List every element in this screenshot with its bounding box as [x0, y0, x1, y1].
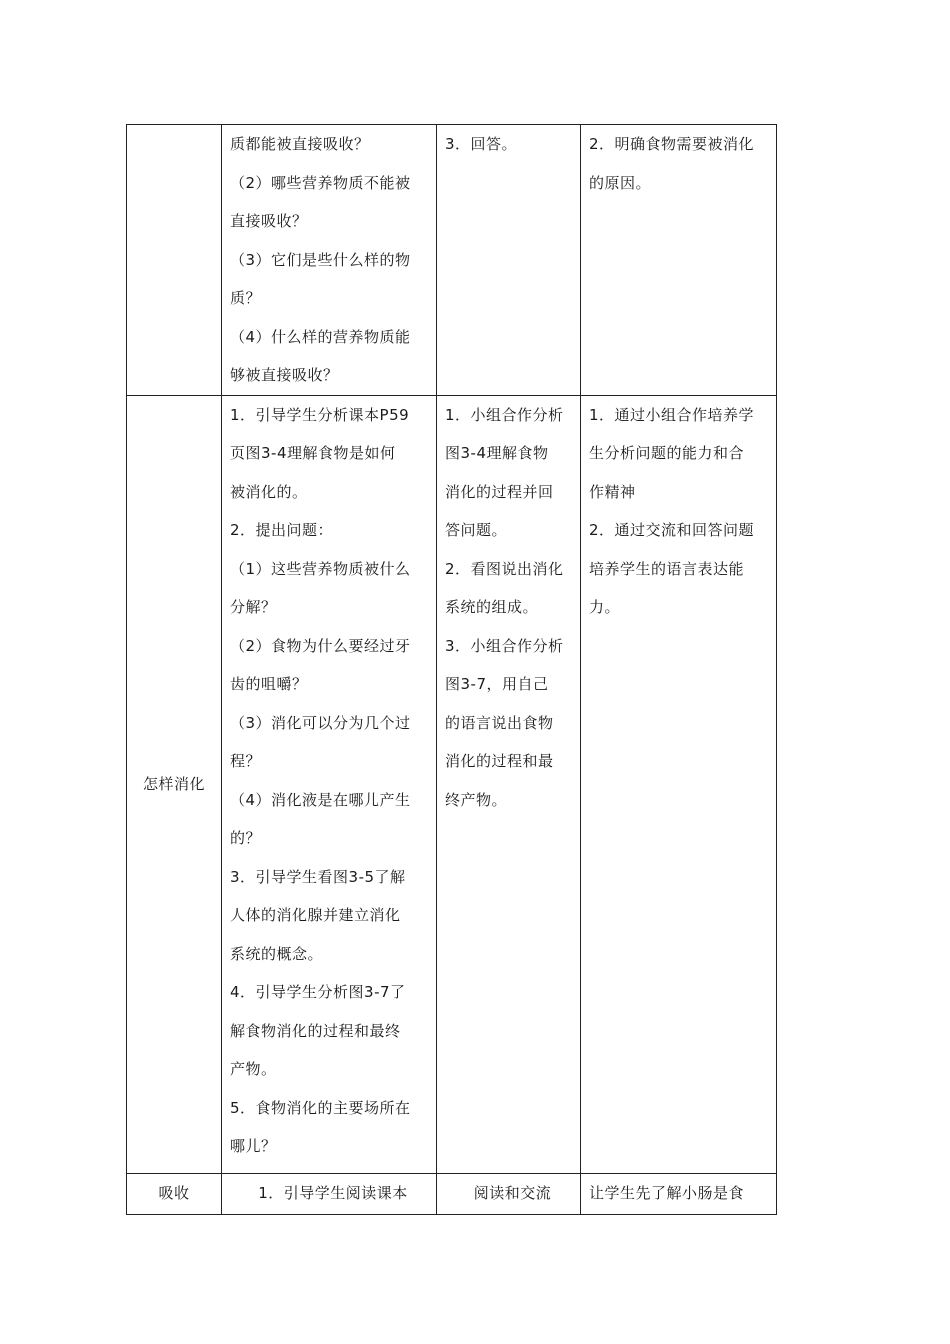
teacher-line: （3）它们是些什么样的物: [230, 250, 411, 269]
lesson-plan-table: [126, 124, 777, 1215]
topic-cell: [127, 125, 222, 396]
student-line: 图3-4理解食物: [445, 444, 549, 462]
teacher-line: （2）哪些营养物质不能被: [230, 173, 411, 192]
teacher-line: 解食物消化的过程和最终: [230, 1021, 401, 1040]
student-line: 系统的组成。: [445, 598, 539, 616]
purpose-cell: [581, 395, 777, 1173]
teacher-line: 1．引导学生阅读课本: [258, 1183, 408, 1202]
purpose-cell: [581, 1173, 777, 1214]
purpose-cell: [581, 125, 777, 396]
student-activity-cell: [437, 1173, 581, 1214]
student-line: 3．小组合作分析: [445, 636, 564, 655]
purpose-line: 2．通过交流和回答问题: [589, 521, 755, 539]
teacher-line: （1）这些营养物质被什么: [230, 559, 411, 578]
teacher-line: 哪儿？: [230, 1137, 277, 1155]
student-activity-cell: [437, 395, 581, 1173]
teacher-line: 被消化的。: [230, 482, 308, 501]
table-row: [127, 1173, 777, 1214]
teacher-line: 4．引导学生分析图3-7了: [230, 983, 406, 1001]
student-line: 消化的过程和最: [445, 752, 554, 770]
purpose-line: 力。: [589, 598, 621, 616]
teacher-line: 3．引导学生看图3-5了解: [230, 867, 406, 886]
teacher-line: 程？: [230, 752, 262, 770]
student-line: 2．看图说出消化: [445, 559, 564, 578]
purpose-line: 培养学生的语言表达能: [589, 559, 745, 578]
teacher-activity-cell: [222, 395, 437, 1173]
topic-cell: 怎样消化: [127, 395, 222, 1173]
teacher-line: 质都能被直接吸收？: [230, 135, 370, 153]
table-row: [127, 395, 777, 1173]
student-line: 1．小组合作分析: [445, 405, 564, 424]
student-line: 终产物。: [445, 790, 508, 809]
student-line: 的语言说出食物: [445, 713, 554, 732]
teacher-line: 页图3-4理解食物是如何: [230, 444, 396, 462]
teacher-line: 直接吸收？: [230, 212, 308, 230]
student-line: 答问题。: [445, 521, 508, 539]
teacher-line: （2）食物为什么要经过牙: [230, 636, 411, 655]
purpose-line: 1．通过小组合作培养学: [589, 405, 755, 424]
teacher-activity-cell: [222, 125, 437, 396]
purpose-line: 让学生先了解小肠是食: [589, 1183, 745, 1202]
teacher-line: 1．引导学生分析课本P59: [230, 405, 410, 424]
table-row: [127, 125, 777, 396]
teacher-line: 5．食物消化的主要场所在: [230, 1098, 411, 1117]
purpose-line: 生分析问题的能力和合: [589, 444, 745, 462]
purpose-line: 作精神: [589, 482, 636, 501]
topic-cell: 吸收: [127, 1173, 222, 1214]
student-line: 阅读和交流: [473, 1183, 552, 1202]
teacher-line: 人体的消化腺并建立消化: [230, 906, 401, 924]
teacher-activity-cell: [222, 1173, 437, 1214]
teacher-line: （4）什么样的营养物质能: [230, 327, 411, 346]
student-activity-cell: [437, 125, 581, 396]
teacher-line: 的？: [230, 829, 262, 847]
teacher-line: （4）消化液是在哪儿产生: [230, 790, 411, 809]
teacher-line: 2．提出问题：: [230, 521, 334, 539]
teacher-line: 质？: [230, 289, 262, 307]
purpose-line: 的原因。: [589, 173, 652, 192]
purpose-line: 2．明确食物需要被消化: [589, 135, 755, 153]
teacher-line: 系统的概念。: [230, 944, 324, 963]
student-line: 消化的过程并回: [445, 482, 554, 501]
student-line: 图3-7，用自己: [445, 675, 549, 693]
teacher-line: 分解？: [230, 598, 277, 616]
teacher-line: （3）消化可以分为几个过: [230, 713, 411, 732]
teacher-line: 齿的咀嚼？: [230, 675, 308, 693]
teacher-line: 产物。: [230, 1060, 277, 1078]
student-line: 3．回答。: [445, 135, 518, 153]
teacher-line: 够被直接吸收？: [230, 366, 339, 384]
